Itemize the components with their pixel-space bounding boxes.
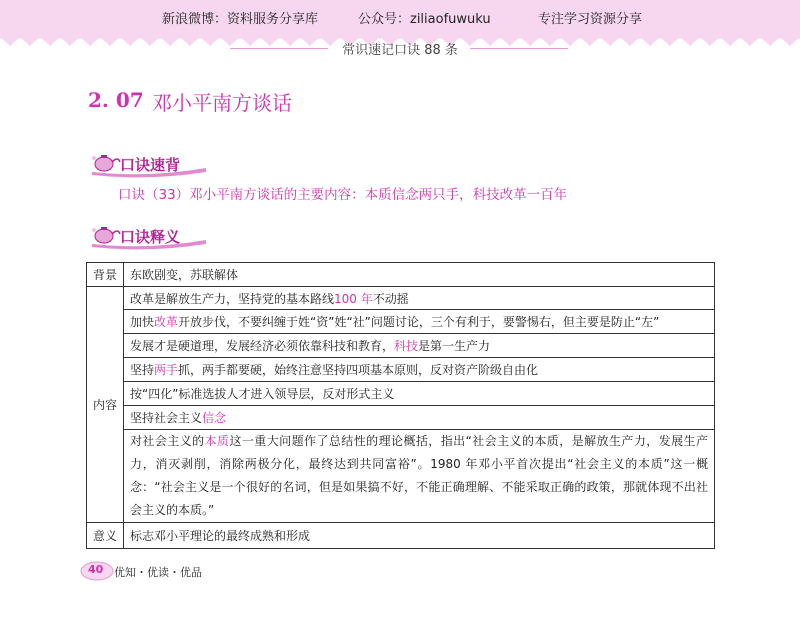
item-highlight: 信念 [202,411,227,425]
item-text: 发展才是硬道理，发展经济必须依靠科技和教育， [130,339,395,353]
item-text: 抓，两手都要硬，始终注意坚持四项基本原则，反对资产阶级自由化 [178,363,539,377]
item-text: 不动摇 [372,291,409,306]
banner-slogan: 专注学习资源分享 [538,12,643,27]
banner-weibo: 新浪微博：资料服务分享库 [162,12,319,27]
item-text: 坚持 [130,363,155,377]
page-number: 40 [88,563,104,576]
item-highlight: 100 年 [334,291,373,306]
item-highlight: 本质 [204,434,230,448]
meaning-text: 标志邓小平理论的最终成熟和形成 [124,523,715,549]
content-item [124,430,715,523]
content-item [124,358,715,382]
kojue-text: 口诀（33）邓小平南方谈话的主要内容：本质信念两只手，科技改革一百年 [118,187,568,203]
item-text: 这一重大问题作了总结性的理论概括，指出“社会主义的本质，是解放生产力，发展生产力，消灭剥削，消除两极分化，最终达到共同富裕”。1980 年邓小平首次提出“社会主义的本质”这一概念：“社会主义是一个很好的名词，但是如果搞不好，不能正确理解、不能采取正确的政策，那就体现不出社会主义的本质。” [130,434,708,517]
item-text: 对社会主义的 [130,434,205,448]
section-title: 邓小平南方谈话 [152,91,292,115]
background-text: 东欧剧变，苏联解体 [124,263,715,287]
item-text: 加快 [130,315,155,329]
page-subtitle-row [0,37,800,59]
footer-motto: 优知・优读・优品 [114,566,202,579]
table-row [87,406,715,430]
top-banner [0,0,800,38]
subtitle-rule-right [470,48,568,49]
content-item [124,382,715,406]
item-text: 按“四化”标准选拔人才进入领导层，反对形式主义 [130,387,395,401]
table-row [87,382,715,406]
item-highlight: 改革 [154,315,179,329]
banner-wechat: 公众号：ziliaofuwuku [358,12,491,27]
item-text: 坚持社会主义 [130,411,203,425]
table-row [87,430,715,523]
section-number: 2. 07 [88,88,144,112]
kojue-header [88,150,208,178]
content-item [124,310,715,334]
explanation-table [86,262,715,549]
table-row-meaning [87,523,715,549]
content-item [124,406,715,430]
explain-header-label: 口诀释义 [120,228,181,246]
table-row [87,334,715,358]
kojue-header-label: 口诀速背 [120,156,181,174]
content-label: 内容 [87,287,124,523]
table-row [87,310,715,334]
item-text: 改革是解放生产力，坚持党的基本路线 [130,291,335,306]
table-row-background [87,263,715,287]
meaning-label: 意义 [87,523,124,549]
table-row [87,358,715,382]
content-item [124,287,715,310]
item-highlight: 科技 [394,339,419,353]
item-highlight: 两手 [154,363,179,377]
page-subtitle: 常识速记口诀 88 条 [342,43,458,58]
explain-header [88,222,208,250]
table-row [87,287,715,310]
content-item [124,334,715,358]
item-text: 开放步伐，不要纠缠于姓“资”姓“社”问题讨论，三个有利于，要警惕右，但主要是防止“左” [178,315,660,329]
background-label: 背景 [87,263,124,287]
item-text: 是第一生产力 [418,339,491,353]
